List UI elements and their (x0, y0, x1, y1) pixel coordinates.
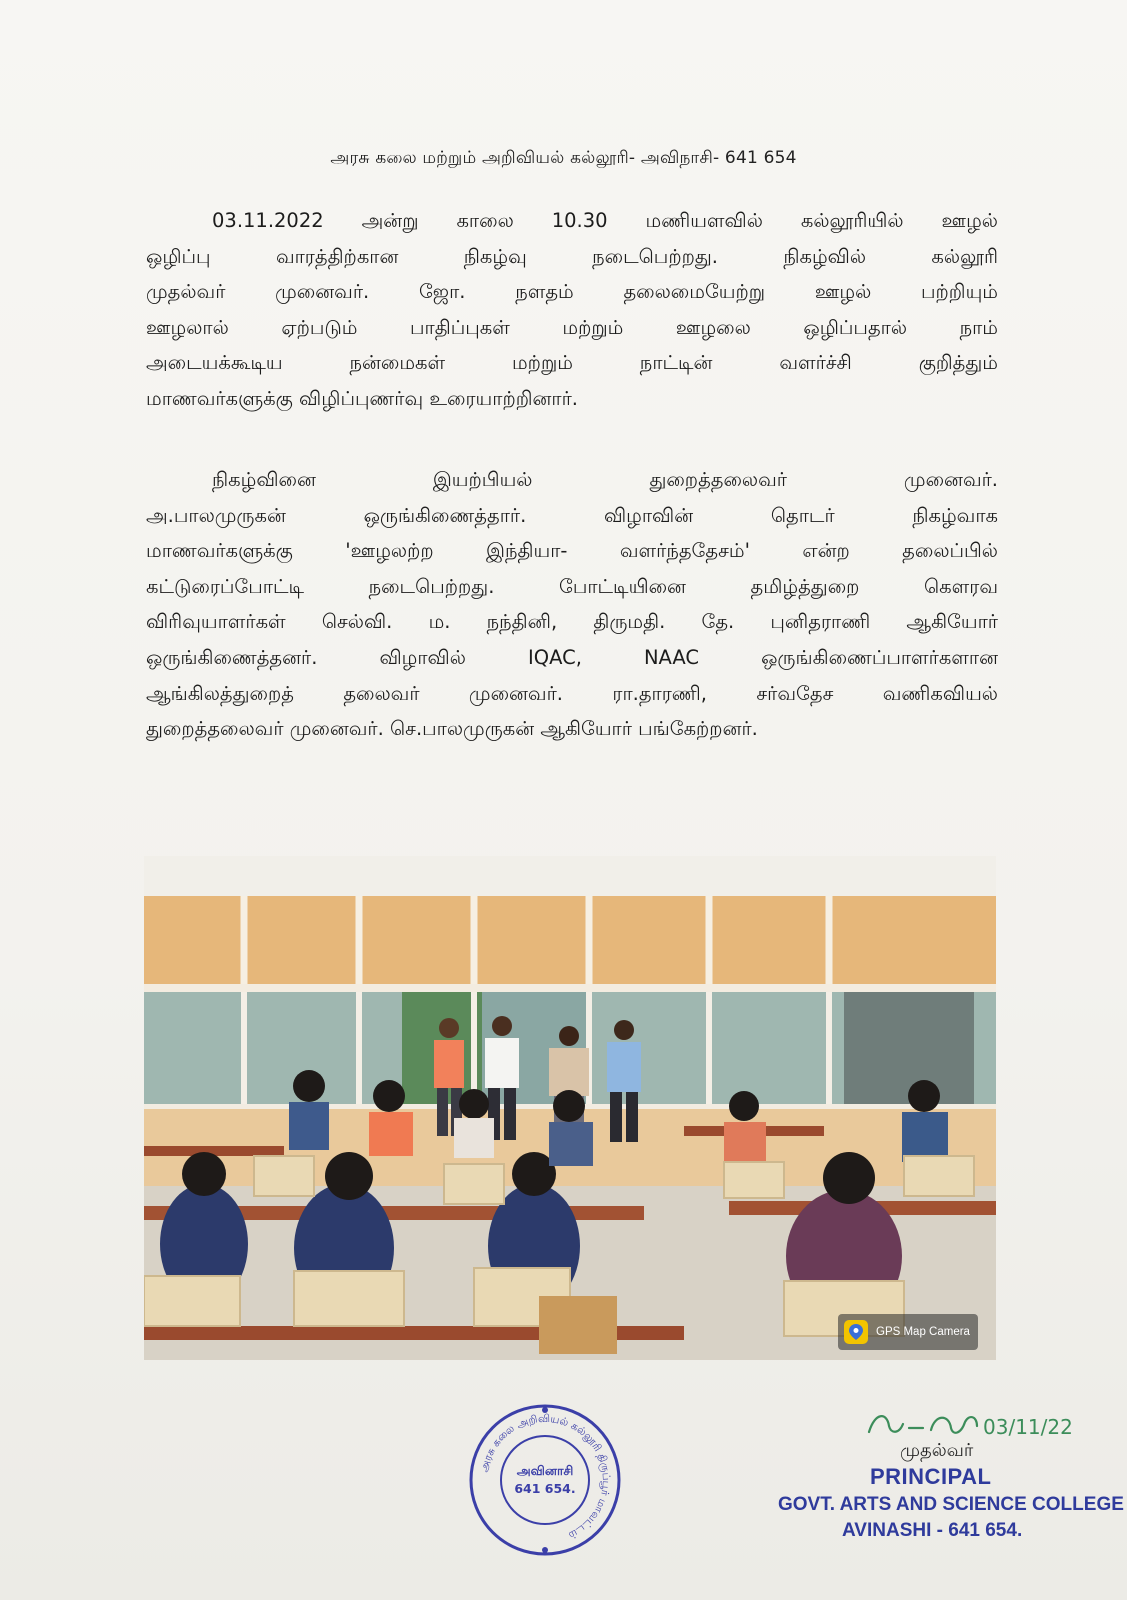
event-photo (144, 856, 996, 1360)
college-address: AVINASHI - 641 654. (842, 1520, 1023, 1541)
gps-label: GPS Map Camera (876, 1326, 970, 1338)
principal-title-tamil: முதல்வர் (900, 1440, 974, 1461)
paragraph-2-line: மாணவர்களுக்கு 'ஊழலற்ற இந்தியா- வளர்ந்ததேசம்' என்ற தலைப்பில் (146, 539, 998, 563)
seal-ring-text: அரசு கலை அறிவியல் கல்லூரி திருப்பூர் மாவட்டம் (478, 1412, 613, 1542)
signature-block (760, 1404, 1124, 1584)
handwritten-signature (865, 1404, 1085, 1444)
paragraph-2-line: விரிவுயாளர்கள் செல்வி. ம. நந்தினி, திருமதி. தே. புனிதராணி ஆகியோர் (146, 610, 998, 634)
paragraph-2-line: நிகழ்வினை இயற்பியல் துறைத்தலைவர் முனைவர். (212, 468, 998, 491)
paragraph-2-line: துறைத்தலைவர் முனைவர். செ.பாலமுருகன் ஆகியோர் பங்கேற்றனர். (146, 717, 758, 741)
college-name: GOVT. ARTS AND SCIENCE COLLEGE (778, 1494, 1124, 1515)
paragraph-1-line: 03.11.2022 அன்று காலை 10.30 மணியளவில் கல்லூரியில் ஊழல் (212, 209, 998, 232)
paragraph-2-line: ஒருங்கிணைத்தனர். விழாவில் IQAC, NAAC ஒருங்கிணைப்பாளர்களான (146, 645, 998, 669)
paragraph-2-line: கட்டுரைப்போட்டி நடைபெற்றது. போட்டியினை தமிழ்த்துறை கௌரவ (146, 574, 998, 598)
principal-label: PRINCIPAL (870, 1464, 992, 1489)
paragraph-1 (146, 203, 998, 417)
paragraph-1-line: ஊழலால் ஏற்படும் பாதிப்புகள் மற்றும் ஊழலை ஒழிப்பதால் நாம் (146, 315, 998, 339)
paragraph-1-line: மாணவர்களுக்கு விழிப்புணர்வு உரையாற்றினார். (146, 386, 578, 410)
map-pin-icon (844, 1320, 868, 1344)
college-seal (465, 1400, 625, 1560)
paragraph-1-line: அடையக்கூடிய நன்மைகள் மற்றும் நாட்டின் வளர்ச்சி குறித்தும் (146, 351, 998, 375)
classroom-scene (144, 856, 996, 1360)
svg-text:03/11/22: 03/11/22 (983, 1415, 1073, 1439)
seal-town: அவினாசி (516, 1463, 574, 1478)
document-title: அரசு கலை மற்றும் அறிவியல் கல்லூரி- அவிநாசி- 641 654 (330, 148, 797, 168)
seal-center (465, 1400, 625, 1560)
paragraph-2-line: அ.பாலமுருகன் ஒருங்கிணைத்தார். விழாவின் தொடர் நிகழ்வாக (146, 503, 998, 527)
seal-pin: 641 654. (514, 1481, 576, 1496)
paragraph-1-line: ஒழிப்பு வாரத்திற்கான நிகழ்வு நடைபெற்றது. நிகழ்வில் கல்லூரி (146, 244, 998, 268)
gps-watermark (838, 1314, 978, 1350)
paragraph-2 (146, 462, 998, 747)
paragraph-1-line: முதல்வர் முனைவர். ஜோ. நளதம் தலைமையேற்று ஊழல் பற்றியும் (146, 280, 998, 304)
paragraph-2-line: ஆங்கிலத்துறைத் தலைவர் முனைவர். ரா.தாரணி, சர்வதேச வணிகவியல் (146, 681, 998, 705)
